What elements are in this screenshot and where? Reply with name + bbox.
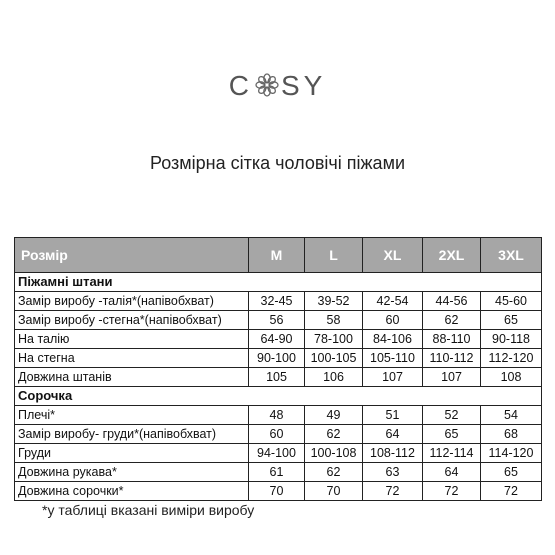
- section-row: [15, 387, 542, 406]
- size-value-cell: 100-105: [305, 349, 363, 368]
- header-m: M: [249, 238, 305, 273]
- table-row: [15, 349, 542, 368]
- size-value-cell: 100-108: [305, 444, 363, 463]
- size-value-cell: 107: [363, 368, 423, 387]
- size-value-cell: 63: [363, 463, 423, 482]
- table-row: [15, 425, 542, 444]
- size-value-cell: 32-45: [249, 292, 305, 311]
- size-value-cell: 65: [481, 463, 542, 482]
- table-row: [15, 406, 542, 425]
- size-value-cell: 45-60: [481, 292, 542, 311]
- size-value-cell: 62: [305, 463, 363, 482]
- size-value-cell: 49: [305, 406, 363, 425]
- size-value-cell: 94-100: [249, 444, 305, 463]
- table-row: [15, 311, 542, 330]
- section-title: Сорочка: [15, 387, 542, 406]
- logo-letter-c: C: [228, 70, 253, 101]
- size-value-cell: 68: [481, 425, 542, 444]
- size-value-cell: 108-112: [363, 444, 423, 463]
- size-value-cell: 106: [305, 368, 363, 387]
- table-row: [15, 368, 542, 387]
- size-chart-table: [14, 237, 542, 501]
- size-value-cell: 64: [363, 425, 423, 444]
- section-title: Піжамні штани: [15, 273, 542, 292]
- size-value-cell: 48: [249, 406, 305, 425]
- size-value-cell: 64: [423, 463, 481, 482]
- header-2xl: 2XL: [423, 238, 481, 273]
- row-label: Замір виробу -талія*(напівобхват): [15, 292, 249, 311]
- size-value-cell: 61: [249, 463, 305, 482]
- header-3xl: 3XL: [481, 238, 542, 273]
- row-label: На талію: [15, 330, 249, 349]
- size-value-cell: 44-56: [423, 292, 481, 311]
- size-value-cell: 52: [423, 406, 481, 425]
- size-value-cell: 88-110: [423, 330, 481, 349]
- size-value-cell: 105-110: [363, 349, 423, 368]
- header-l: L: [305, 238, 363, 273]
- row-label: Замір виробу- груди*(напівобхват): [15, 425, 249, 444]
- row-label: На стегна: [15, 349, 249, 368]
- flower-logo-icon: [254, 72, 280, 98]
- size-value-cell: 70: [305, 482, 363, 501]
- size-value-cell: 60: [363, 311, 423, 330]
- size-value-cell: 90-118: [481, 330, 542, 349]
- table-row: [15, 292, 542, 311]
- size-value-cell: 112-120: [481, 349, 542, 368]
- size-value-cell: 78-100: [305, 330, 363, 349]
- page-title: Розмірна сітка чоловічі піжами: [149, 153, 405, 173]
- size-value-cell: 39-52: [305, 292, 363, 311]
- table-row: [15, 463, 542, 482]
- size-value-cell: 72: [423, 482, 481, 501]
- table-header-row: [15, 238, 542, 273]
- brand-logo: [0, 70, 555, 102]
- size-value-cell: 84-106: [363, 330, 423, 349]
- size-value-cell: 112-114: [423, 444, 481, 463]
- size-value-cell: 64-90: [249, 330, 305, 349]
- table-row: [15, 444, 542, 463]
- size-value-cell: 107: [423, 368, 481, 387]
- row-label: Довжина рукава*: [15, 463, 249, 482]
- row-label: Замір виробу -стегна*(напівобхват): [15, 311, 249, 330]
- row-label: Груди: [15, 444, 249, 463]
- header-size: Розмір: [15, 238, 249, 273]
- size-value-cell: 65: [481, 311, 542, 330]
- size-value-cell: 108: [481, 368, 542, 387]
- row-label: Довжина сорочки*: [15, 482, 249, 501]
- footnote: *у таблиці вказані виміри виробу: [42, 502, 255, 518]
- size-value-cell: 56: [249, 311, 305, 330]
- size-value-cell: 72: [363, 482, 423, 501]
- size-value-cell: 62: [305, 425, 363, 444]
- logo-letters-sy: SY: [280, 70, 327, 101]
- size-value-cell: 90-100: [249, 349, 305, 368]
- table-row: [15, 482, 542, 501]
- size-value-cell: 42-54: [363, 292, 423, 311]
- size-value-cell: 105: [249, 368, 305, 387]
- section-row: [15, 273, 542, 292]
- table-row: [15, 330, 542, 349]
- size-value-cell: 72: [481, 482, 542, 501]
- row-label: Довжина штанів: [15, 368, 249, 387]
- size-value-cell: 58: [305, 311, 363, 330]
- size-value-cell: 54: [481, 406, 542, 425]
- size-value-cell: 51: [363, 406, 423, 425]
- size-value-cell: 114-120: [481, 444, 542, 463]
- table-body: [15, 273, 542, 501]
- header-xl: XL: [363, 238, 423, 273]
- row-label: Плечі*: [15, 406, 249, 425]
- size-value-cell: 60: [249, 425, 305, 444]
- size-value-cell: 110-112: [423, 349, 481, 368]
- size-value-cell: 62: [423, 311, 481, 330]
- size-value-cell: 65: [423, 425, 481, 444]
- size-value-cell: 70: [249, 482, 305, 501]
